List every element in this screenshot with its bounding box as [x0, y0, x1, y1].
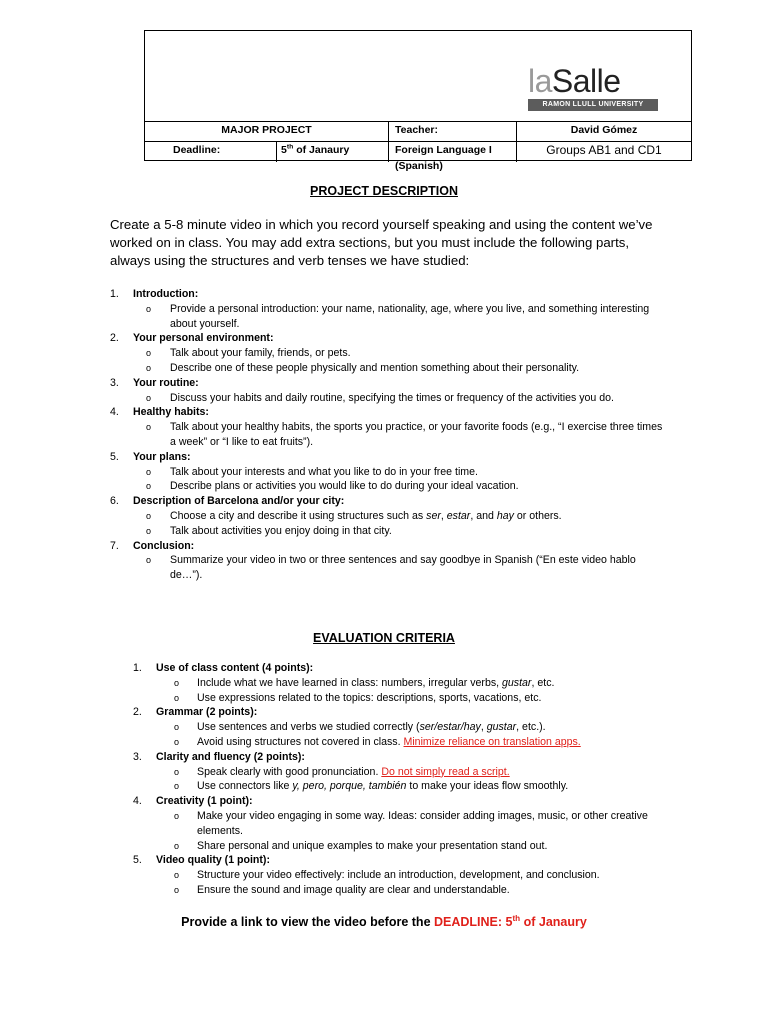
list-item: o Make your video engaging in some way. Ideas: consider adding images, music, or other creative elements. [174, 809, 648, 837]
submission-instruction: Provide a link to view the video before the DEADLINE: 5th of Janaury [181, 913, 587, 929]
list-item: o Describe plans or activities you would like to do during your ideal vacation. [146, 480, 519, 493]
teacher-name: David Gómez [570, 124, 638, 136]
project-part-6: 6. Description of Barcelona and/or your city: o Choose a city and describe it using structures such as ser, estar, and hay or others. o Talk about activities you enjoy doing in that city. [110, 494, 670, 538]
read-script-warning: Do not simply read a script. [381, 765, 510, 778]
criterion-4: 4. Creativity (1 point): o Make your video engaging in some way. Ideas: consider adding images, music, or other creative elements. o Share personal and unique examples to make your presentation stand out. [133, 794, 673, 853]
list-item: o Choose a city and describe it using structures such as ser, estar, and hay or others. [146, 509, 562, 522]
project-label: MAJOR PROJECT [145, 122, 389, 142]
project-part-5: 5. Your plans: o Talk about your interests and what you like to do in your free time. o Describe plans or activities you would like to do during your ideal vacation. [110, 450, 670, 494]
criterion-title: Video quality (1 point): [156, 854, 270, 867]
logo-wordmark: laSalle [528, 63, 621, 99]
list-item: o Speak clearly with good pronunciation. Do not simply read a script. [174, 765, 510, 778]
criterion-2: 2. Grammar (2 points): o Use sentences and verbs we studied correctly (ser/estar/hay, gustar, etc.). o Avoid using structures not covered in class. Minimize reliance on translation apps. [133, 705, 673, 749]
criterion-title: Grammar (2 points): [156, 706, 258, 719]
list-item: o Describe one of these people physically and mention something about their personality. [146, 361, 580, 374]
project-part-7: 7. Conclusion: o Summarize your video in two or three sentences and say goodbye in Spanish (“En este video hablo de…”). [110, 539, 670, 583]
list-item: o Talk about your interests and what you like to do in your free time. [146, 465, 478, 478]
criterion-5: 5. Video quality (1 point): o Structure your video effectively: include an introduction, development, and conclusion. o Ensure the sound and image quality are clear and understandable. [133, 853, 673, 897]
list-item: o Use connectors like y, pero, porque, también to make your ideas flow smoothly. [174, 780, 569, 793]
header-table [144, 30, 692, 172]
groups: Groups AB1 and CD1 [546, 143, 662, 157]
deadline-label: Deadline: [145, 142, 277, 162]
project-part-4: 4. Healthy habits: o Talk about your healthy habits, the sports you practice, or your favorite foods (e.g., “I exercise three times a week” or “I like to eat fruits”). [110, 405, 670, 449]
deadline-date: 5th of Janaury [277, 142, 389, 162]
lasalle-logo [528, 65, 663, 111]
project-parts-list [110, 287, 670, 583]
part-title: Healthy habits: [133, 406, 209, 419]
translation-apps-warning: Minimize reliance on translation apps. [403, 735, 581, 748]
teacher-label: Teacher: [389, 122, 517, 142]
list-item: o Talk about activities you enjoy doing in that city. [146, 524, 392, 537]
project-part-2: 2. Your personal environment: o Talk about your family, friends, or pets. o Describe one of these people physically and mention something about their personality. [110, 331, 670, 375]
logo-university-band: RAMON LLULL UNIVERSITY [528, 99, 658, 111]
list-item: o Summarize your video in two or three sentences and say goodbye in Spanish (“En este video hablo de…”). [146, 554, 636, 582]
deadline-highlight: DEADLINE: 5th of Janaury [434, 913, 587, 929]
project-intro-paragraph: Create a 5-8 minute video in which you record yourself speaking and using the content we’ve worked on in class. You may add extra sections, but you must include the following parts, always using the structures and verb tenses we have studied: [110, 217, 653, 268]
list-item: o Talk about your family, friends, or pets. [146, 347, 351, 360]
part-title: Your plans: [133, 450, 191, 463]
course-name: Foreign Language I (Spanish) [389, 142, 517, 162]
project-part-1: 1. Introduction: o Provide a personal introduction: your name, nationality, age, where you live, and something interesting about yourself. [110, 287, 670, 331]
header-row-deadline [145, 141, 691, 172]
criterion-title: Clarity and fluency (2 points): [156, 750, 305, 763]
criterion-3: 3. Clarity and fluency (2 points): o Speak clearly with good pronunciation. Do not simply read a script. o Use connectors like y, pero, porque, también to make your ideas flow smoothly. [133, 750, 673, 794]
list-item: o Avoid using structures not covered in class. Minimize reliance on translation apps. [174, 735, 581, 748]
project-part-3: 3. Your routine: o Discuss your habits and daily routine, specifying the times or frequency of the activities you do. [110, 376, 670, 406]
part-title: Conclusion: [133, 539, 195, 552]
list-item: o Include what we have learned in class: numbers, irregular verbs, gustar, etc. [174, 676, 555, 689]
evaluation-criteria-heading: EVALUATION CRITERIA [313, 631, 455, 645]
list-item: o Use expressions related to the topics: descriptions, sports, vacations, etc. [174, 691, 542, 704]
list-item: o Discuss your habits and daily routine, specifying the times or frequency of the activities you do. [146, 391, 614, 404]
list-item: o Provide a personal introduction: your name, nationality, age, where you live, and something interesting about yourself. [146, 302, 650, 330]
criterion-title: Use of class content (4 points): [156, 662, 314, 674]
list-item: o Ensure the sound and image quality are clear and understandable. [174, 883, 510, 896]
criterion-1: 1. Use of class content (4 points): o Include what we have learned in class: numbers, irregular verbs, gustar, etc. o Use expressions related to the topics: descriptions, sports, vacations, etc. [133, 661, 673, 705]
header-row-project [145, 121, 691, 142]
part-title: Introduction: [133, 288, 199, 300]
part-title: Your routine: [133, 376, 199, 389]
part-title: Your personal environment: [133, 332, 274, 345]
list-item: o Talk about your healthy habits, the sports you practice, or your favorite foods (e.g., “I exercise three times a week” or “I like to eat fruits”). [146, 421, 663, 448]
list-item: o Structure your video effectively: include an introduction, development, and conclusion. [174, 869, 600, 882]
list-item: o Share personal and unique examples to make your presentation stand out. [174, 839, 548, 852]
part-title: Description of Barcelona and/or your city: [133, 495, 345, 508]
project-description-heading: PROJECT DESCRIPTION [310, 184, 458, 198]
list-item: o Use sentences and verbs we studied correctly (ser/estar/hay, gustar, etc.). [174, 721, 546, 734]
evaluation-criteria-list [133, 661, 673, 898]
criterion-title: Creativity (1 point): [156, 795, 253, 808]
